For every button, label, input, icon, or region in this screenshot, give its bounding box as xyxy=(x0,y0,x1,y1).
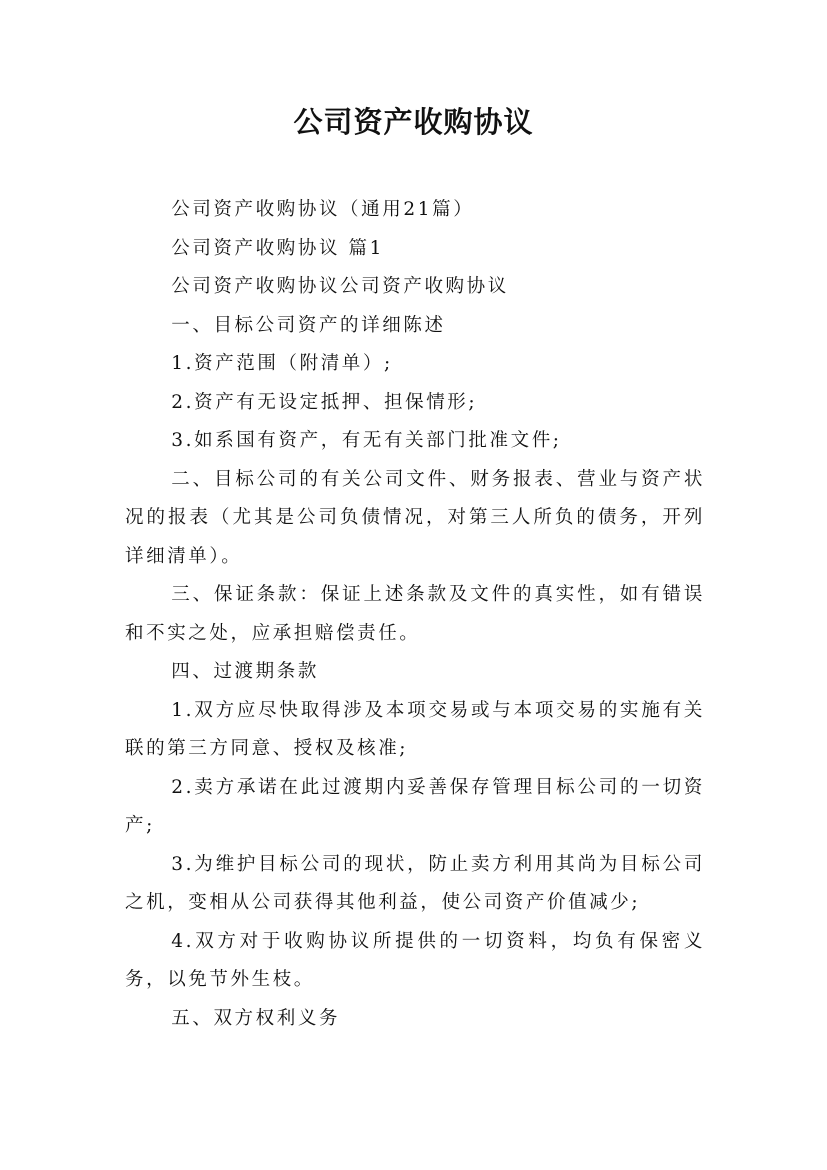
document-title: 公司资产收购协议 xyxy=(293,105,534,139)
list-item-4-2: 2.卖方承诺在此过渡期内妥善保存管理目标公司的一切资产; xyxy=(125,776,705,836)
document-body xyxy=(125,191,705,1038)
paragraph-subtitle: 公司资产收购协议（通用21篇） xyxy=(171,199,475,220)
list-item-4-1: 1.双方应尽快取得涉及本项交易或与本项交易的实施有关联的第三方同意、授权及核准; xyxy=(125,699,705,759)
list-item-1-1: 1.资产范围（附清单）; xyxy=(171,353,393,374)
section-3-paragraph: 三、保证条款：保证上述条款及文件的真实性，如有错误和不实之处，应承担赔偿责任。 xyxy=(125,584,705,644)
list-item-4-4: 4.双方对于收购协议所提供的一切资料，均负有保密义务，以免节外生枝。 xyxy=(125,930,705,990)
section-heading-5: 五、双方权利义务 xyxy=(171,1007,341,1029)
section-2-paragraph: 二、目标公司的有关公司文件、财务报表、营业与资产状况的报表（尤其是公司负债情况，对第三人所负的债务，开列详细清单）。 xyxy=(125,468,705,567)
list-item-1-3: 3.如系国有资产，有无有关部门批准文件; xyxy=(171,430,562,451)
list-item-4-3: 3.为维护目标公司的现状，防止卖方利用其尚为目标公司之机，变相从公司获得其他利益，使公司资产价值减少; xyxy=(125,853,705,913)
paragraph-agreement-name: 公司资产收购协议公司资产收购协议 xyxy=(171,276,509,297)
section-heading-1: 一、目标公司资产的详细陈述 xyxy=(171,314,446,336)
section-heading-4: 四、过渡期条款 xyxy=(171,661,319,682)
paragraph-chapter-heading: 公司资产收购协议 篇1 xyxy=(171,237,385,259)
list-item-1-2: 2.资产有无设定抵押、担保情形; xyxy=(171,391,478,413)
